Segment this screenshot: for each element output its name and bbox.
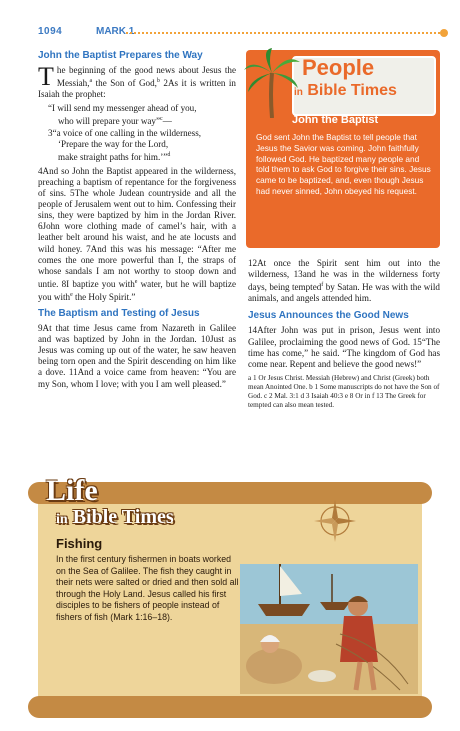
paragraph-wilderness: 12At once the Spirit sent him out into the wilderness, 13and he was in the wilderness forty days, being tempted$^f$ by Satan. He was with the wild animals, and angels attended him.: [248, 258, 440, 304]
isaiah-quotation: [48, 103, 236, 163]
life-box-text: In the first century fishermen in boats worked on the Sea of Galilee. The fish they caught in their nets were salted or dried and then sold all through the Holy Land. Jesus called his first disciples to be fishers of people instead of fishers of fish (Mark 1:16–18).: [56, 554, 239, 622]
paragraph-opening: The beginning of the good news about Jesus the Messiah,$^a$ the Son of God,$^b$ 2As it is written in Isaiah the prophet:: [38, 62, 236, 100]
people-box-title: People: [302, 55, 375, 80]
paragraph-good-news: 14After John was put in prison, Jesus went into Galilee, proclaiming the good news of God. 15“The time has come,” he said. “The kingdom of God has come near. Repent and believe the good news!”: [248, 325, 440, 369]
section-heading-john-prepares: John the Baptist Prepares the Way: [38, 50, 203, 61]
page-header: [38, 22, 438, 42]
section-heading-baptism: The Baptism and Testing of Jesus: [38, 308, 200, 320]
page-number: 1094: [38, 26, 63, 37]
people-box-text: God sent John the Baptist to tell people that Jesus the Savior was coming. John faithfully followed God. He baptized many people and told them to ask God to forgive their sins. Jesus came to be baptized, and, even though Jesus had never sinned, John obeyed his request.: [256, 132, 431, 196]
poem-line: who will prepare your way”$^c$—: [58, 116, 172, 127]
paragraph-baptism: 9At that time Jesus came from Nazareth in Galilee and was baptized by John in the Jordan. 10Just as Jesus was coming up out of the water, he saw heaven being torn open and the Spirit descending on him like a dove. 11And a voice came from heaven: “You are my Son, whom I love; with you I am well pleased.”: [38, 323, 236, 389]
life-box-title: Life: [46, 474, 98, 507]
right-column: [248, 258, 440, 410]
palm-tree-icon: [242, 48, 302, 118]
people-in-bible-times-box: [246, 50, 440, 250]
footnotes: a 1 Or Jesus Christ. Messiah (Hebrew) and Christ (Greek) both mean Anointed One. b 1 Some manuscripts do not have the Son of God. c 2 Mal. 3:1 d 3 Isaiah 40:3 e 8 Or in f 13 The Greek for tempted can also mean tested.: [248, 373, 440, 409]
life-box-heading: Fishing: [56, 536, 103, 551]
running-head: MARK 1: [96, 26, 135, 37]
header-dotted-rule: [126, 32, 440, 34]
people-box-subtitle: in Bible Times: [294, 82, 397, 99]
fishermen-illustration: [240, 544, 418, 694]
poem-line: make straight paths for him.’”$^d$: [58, 151, 171, 162]
left-column: [38, 50, 236, 392]
poem-line: 3“a voice of one calling in the wilderness,: [48, 127, 202, 138]
section-heading-good-news: Jesus Announces the Good News: [248, 310, 409, 322]
scroll-roll-bottom: [28, 696, 432, 718]
compass-rose-icon: [312, 498, 358, 544]
poem-line: ‘Prepare the way for the Lord,: [58, 138, 169, 149]
people-box-name: John the Baptist: [292, 114, 379, 126]
paragraph-john-appears: 4And so John the Baptist appeared in the wilderness, preaching a baptism of repentance for the forgiveness of sins. 5The whole Judean countryside and all the people of Jerusalem went out to him. Confessing their sins, they were baptized by him in the Jordan River. 6John wore clothing made of camel’s hair, with a leather belt around his waist, and he ate locusts and wild honey. 7And this was his message: “After me comes the one more powerful than I, the straps of whose sandals I am not worthy to stoop down and untie. 8I baptize you with$^e$ water, but he will baptize you with$^e$ the Holy Spirit.”: [38, 165, 236, 302]
header-dot: [440, 29, 448, 37]
life-in-bible-times-box: [18, 474, 442, 722]
life-box-subtitle: in Bible Times: [56, 506, 174, 528]
poem-line: “I will send my messenger ahead of you,: [48, 103, 197, 114]
drop-cap: T: [38, 62, 54, 91]
